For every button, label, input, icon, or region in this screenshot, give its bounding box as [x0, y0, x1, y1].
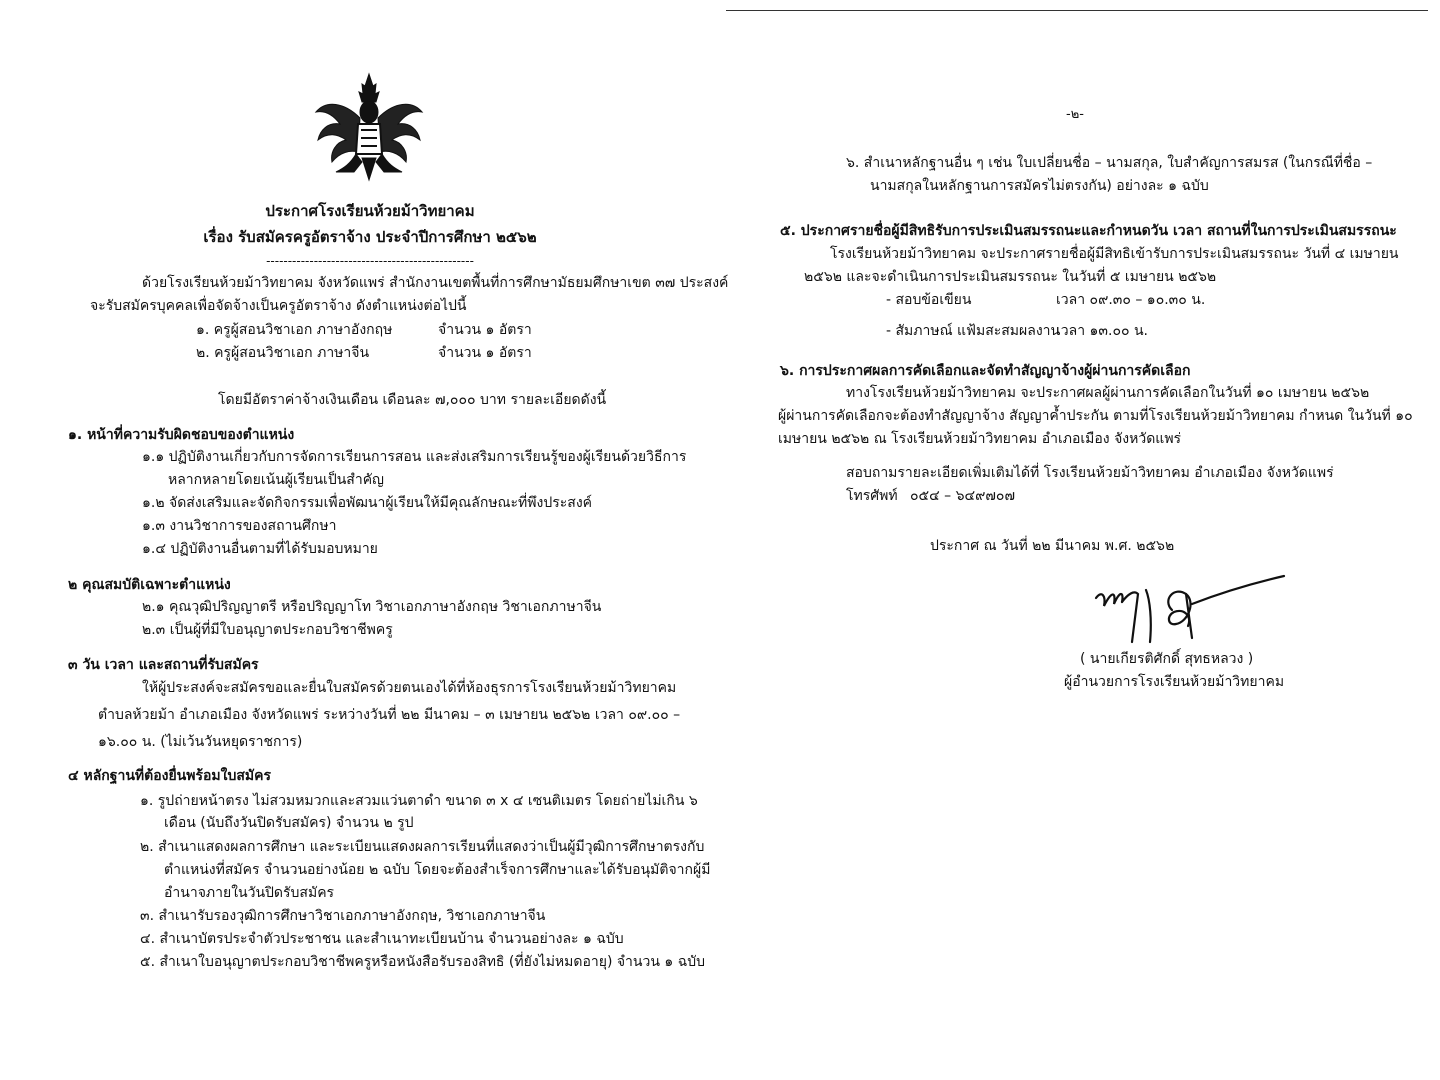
document-page-2: [720, 0, 1440, 1080]
schedule-time: เวลา ๑๓.๐๐ น.: [1056, 323, 1149, 339]
paragraph-line: โรงเรียนห้วยม้าวิทยาคม จะประกาศรายชื่อผู้มีสิทธิเข้ารับการประเมินสมรรถนะ วันที่ ๔ เมษายน: [830, 246, 1399, 262]
section-heading: ๕. ประกาศรายชื่อผู้มีสิทธิรับการประเมินสมรรถนะและกำหนดวัน เวลา สถานที่ในการประเมินสมรรถนะ: [780, 223, 1397, 239]
page-top-rule: [726, 10, 1428, 11]
intro-line: จะรับสมัครบุคคลเพื่อจัดจ้างเป็นครูอัตราจ้าง ดังตำแหน่งต่อไปนี้: [90, 298, 467, 314]
list-item: หลากหลายโดยเน้นผู้เรียนเป็นสำคัญ: [168, 472, 384, 488]
paragraph-line: ๑๖.๐๐ น. (ไม่เว้นวันหยุดราชการ): [98, 734, 303, 750]
paragraph-line: ตำบลห้วยม้า อำเภอเมือง จังหวัดแพร่ ระหว่างวันที่ ๒๒ มีนาคม – ๓ เมษายน ๒๕๖๒ เวลา ๐๙.๐๐ –: [98, 707, 681, 723]
section-heading: ๔ หลักฐานที่ต้องยื่นพร้อมใบสมัคร: [68, 768, 272, 784]
list-item: ๔. สำเนาบัตรประจำตัวประชาชน และสำเนาทะเบียนบ้าน จำนวนอย่างละ ๑ ฉบับ: [140, 931, 624, 947]
phone-label: โทรศัพท์: [846, 488, 898, 504]
announcement-title: ประกาศโรงเรียนห้วยม้าวิทยาคม: [265, 202, 475, 220]
position-count: จำนวน ๑ อัตรา: [438, 345, 532, 361]
paragraph-line: ๒๕๖๒ และจะดำเนินการประเมินสมรรถนะ ในวันที่ ๕ เมษายน ๒๕๖๒: [804, 269, 1217, 285]
announce-date: ประกาศ ณ วันที่ ๒๒ มีนาคม พ.ศ. ๒๕๖๒: [930, 538, 1175, 554]
list-item: ๖. สำเนาหลักฐานอื่น ๆ เช่น ใบเปลี่ยนชื่อ – นามสกุล, ใบสำคัญการสมรส (ในกรณีที่ชื่อ –: [846, 155, 1373, 171]
list-item: ๒.๓ เป็นผู้ที่มีใบอนุญาตประกอบวิชาชีพครู: [142, 622, 393, 638]
section-heading: ๑. หน้าที่ความรับผิดชอบของตำแหน่ง: [68, 427, 295, 443]
list-item: ๕. สำเนาใบอนุญาตประกอบวิชาชีพครูหรือหนังสือรับรองสิทธิ (ที่ยังไม่หมดอายุ) จำนวน ๑ ฉบับ: [140, 954, 706, 970]
intro-line: ด้วยโรงเรียนห้วยม้าวิทยาคม จังหวัดแพร่ สำนักงานเขตพื้นที่การศึกษามัธยมศึกษาเขต ๓๗ ประสงค์: [142, 275, 729, 291]
section-heading: ๓ วัน เวลา และสถานที่รับสมัคร: [68, 657, 259, 673]
announcement-subject: เรื่อง รับสมัครครูอัตราจ้าง ประจำปีการศึกษา ๒๕๖๒: [203, 228, 537, 246]
list-item: ตำแหน่งที่สมัคร จำนวนอย่างน้อย ๒ ฉบับ โดยจะต้องสำเร็จการศึกษาและได้รับอนุมัติจากผู้มี: [164, 862, 711, 878]
list-item: เดือน (นับถึงวันปิดรับสมัคร) จำนวน ๒ รูป: [164, 815, 414, 831]
list-item: นามสกุลในหลักฐานการสมัครไม่ตรงกัน) อย่างละ ๑ ฉบับ: [870, 178, 1209, 194]
list-item: ๓. สำเนารับรองวุฒิการศึกษาวิชาเอกภาษาอังกฤษ, วิชาเอกภาษาจีน: [140, 908, 546, 924]
paragraph-line: ผู้ผ่านการคัดเลือกจะต้องทำสัญญาจ้าง สัญญาค้ำประกัน ตามที่โรงเรียนห้วยม้าวิทยาคม กำหนด ในวันที่ ๑๐: [778, 408, 1413, 424]
paragraph-line: ให้ผู้ประสงค์จะสมัครขอและยื่นใบสมัครด้วยตนเองได้ที่ห้องธุรการโรงเรียนห้วยม้าวิทยาคม: [142, 680, 677, 696]
list-item: ๑.๓ งานวิชาการของสถานศึกษา: [142, 518, 337, 534]
garuda-emblem-icon: [314, 72, 424, 182]
signer-title: ผู้อำนวยการโรงเรียนห้วยม้าวิทยาคม: [1064, 674, 1285, 690]
position-name: ๑. ครูผู้สอนวิชาเอก ภาษาอังกฤษ: [196, 322, 393, 338]
position-name: ๒. ครูผู้สอนวิชาเอก ภาษาจีน: [196, 345, 370, 361]
list-item: ๑.๔ ปฏิบัติงานอื่นตามที่ได้รับมอบหมาย: [142, 541, 378, 557]
signer-name: ( นายเกียรติศักดิ์ สุทธหลวง ): [1080, 651, 1254, 667]
position-count: จำนวน ๑ อัตรา: [438, 322, 532, 338]
list-item: ๑. รูปถ่ายหน้าตรง ไม่สวมหมวกและสวมแว่นตาดำ ขนาด ๓ x ๔ เซนติเมตร โดยถ่ายไม่เกิน ๖: [140, 793, 698, 809]
page-number: -๒-: [1066, 107, 1084, 122]
inquiry-line: สอบถามรายละเอียดเพิ่มเติมได้ที่ โรงเรียนห้วยม้าวิทยาคม อำเภอเมือง จังหวัดแพร่: [846, 465, 1334, 481]
list-item: ๒. สำเนาแสดงผลการศึกษา และระเบียนแสดงผลการเรียนที่แสดงว่าเป็นผู้มีวุฒิการศึกษาตรงกับ: [140, 839, 705, 855]
schedule-time: เวลา ๐๙.๓๐ – ๑๐.๓๐ น.: [1056, 292, 1206, 308]
section-heading: ๒ คุณสมบัติเฉพาะตำแหน่ง: [68, 577, 231, 593]
list-item: อำนาจภายในวันปิดรับสมัคร: [164, 885, 335, 901]
phone-number: ๐๕๔ – ๖๔๙๗๐๗: [910, 488, 1015, 504]
list-item: ๑.๑ ปฏิบัติงานเกี่ยวกับการจัดการเรียนการสอน และส่งเสริมการเรียนรู้ของผู้เรียนด้วยวิธีการ: [142, 449, 687, 465]
schedule-label: - สัมภาษณ์ แฟ้มสะสมผลงาน: [886, 323, 1061, 339]
paragraph-line: ทางโรงเรียนห้วยม้าวิทยาคม จะประกาศผลผู้ผ่านการคัดเลือกในวันที่ ๑๐ เมษายน ๒๕๖๒: [846, 385, 1370, 401]
section-heading: ๖. การประกาศผลการคัดเลือกและจัดทำสัญญาจ้างผู้ผ่านการคัดเลือก: [780, 363, 1191, 379]
list-item: ๑.๒ จัดส่งเสริมและจัดกิจกรรมเพื่อพัฒนาผู้เรียนให้มีคุณลักษณะที่พึงประสงค์: [142, 495, 593, 511]
signature-image: [1088, 560, 1288, 650]
list-item: ๒.๑ คุณวุฒิปริญญาตรี หรือปริญญาโท วิชาเอกภาษาอังกฤษ วิชาเอกภาษาจีน: [142, 599, 602, 615]
paragraph-line: เมษายน ๒๕๖๒ ณ โรงเรียนห้วยม้าวิทยาคม อำเภอเมือง จังหวัดแพร่: [778, 431, 1182, 447]
salary-line: โดยมีอัตราค่าจ้างเงินเดือน เดือนละ ๗,๐๐๐ บาท รายละเอียดดังนี้: [218, 392, 607, 408]
title-separator: ------------------------------------------------: [266, 254, 474, 268]
schedule-label: - สอบข้อเขียน: [886, 292, 972, 308]
